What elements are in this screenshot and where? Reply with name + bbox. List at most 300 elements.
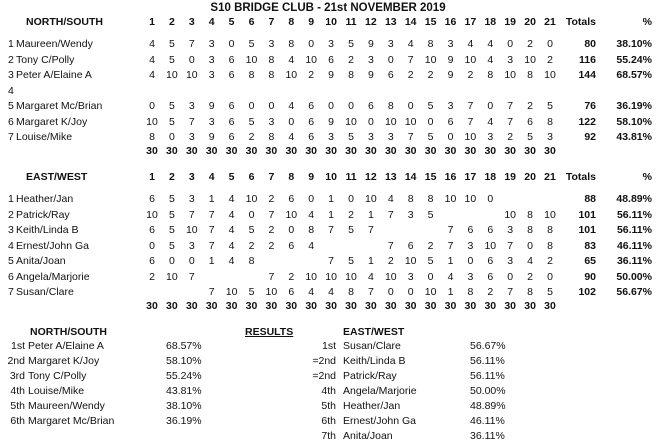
board-score: 3: [208, 115, 215, 128]
board-score: 8: [288, 38, 295, 50]
board-score: 0: [527, 239, 534, 252]
result-position: 3rd: [9, 370, 25, 382]
board-check-total: 30: [205, 145, 218, 157]
results-heading: RESULTS: [245, 326, 294, 338]
board-check-total: 30: [504, 300, 517, 312]
board-score: 8: [547, 115, 553, 128]
result-name: Peter A/Elaine A: [28, 340, 104, 352]
board-score: 9: [367, 69, 374, 81]
board-score: 5: [348, 38, 354, 50]
board-score: 3: [208, 53, 215, 66]
board-score: 4: [288, 100, 295, 112]
result-name: Angela/Marjorie: [343, 385, 417, 397]
board-check-total: 30: [384, 300, 397, 312]
pair-total: 90: [584, 270, 596, 283]
board-score: 5: [248, 115, 255, 128]
board-check-total: 30: [384, 145, 397, 157]
result-name: Maureen/Wendy: [28, 400, 105, 412]
board-score: 5: [348, 224, 354, 236]
board-score: 0: [487, 193, 494, 205]
pair-total: 92: [584, 131, 596, 143]
board-number-header: 14: [404, 171, 417, 183]
board-number-header: 11: [345, 16, 357, 28]
board-score: 4: [228, 208, 235, 221]
board-score: 5: [248, 286, 255, 298]
board-score: 3: [328, 131, 335, 143]
board-score: 2: [387, 255, 394, 267]
east-west-heading: EAST/WEST: [26, 171, 88, 183]
board-score: 10: [384, 115, 397, 128]
board-score: 7: [367, 224, 374, 236]
pair-number: 5: [8, 100, 14, 112]
board-score: 10: [146, 115, 158, 128]
board-score: 10: [424, 53, 437, 66]
result-name: Ernest/John Ga: [343, 415, 416, 427]
board-score: 10: [345, 270, 357, 283]
board-score: 6: [308, 100, 315, 112]
board-score: 5: [348, 255, 354, 267]
pair-percent: 55.24%: [616, 53, 652, 66]
board-score: 7: [447, 239, 454, 252]
board-score: 10: [146, 208, 158, 221]
board-score: 9: [208, 131, 215, 143]
board-check-total: 30: [146, 145, 158, 157]
pair-number: 6: [8, 115, 14, 128]
board-score: 0: [308, 38, 315, 50]
board-number-header: 21: [544, 16, 556, 28]
board-score: 7: [507, 115, 514, 128]
result-name: Margaret K/Joy: [28, 355, 100, 367]
board-score: 10: [225, 286, 238, 298]
board-score: 0: [507, 270, 514, 283]
pair-percent: 36.19%: [616, 100, 652, 112]
board-score: 4: [228, 193, 235, 205]
board-score: 4: [308, 286, 315, 298]
board-check-total: 30: [524, 300, 536, 312]
board-score: 2: [268, 239, 275, 252]
board-score: 7: [188, 38, 195, 50]
results-ew-heading: EAST/WEST: [343, 326, 405, 338]
board-number-header: 10: [325, 171, 337, 183]
board-score: 0: [547, 38, 553, 50]
board-score: 4: [149, 38, 155, 50]
board-score: 0: [407, 286, 414, 298]
board-score: 2: [268, 224, 275, 236]
pair-name: Keith/Linda B: [16, 224, 79, 236]
board-score: 0: [188, 255, 195, 267]
pair-number: 7: [8, 286, 14, 298]
result-percent: 36.11%: [470, 430, 505, 442]
pair-name: Louise/Mike: [16, 131, 73, 143]
board-score: 7: [407, 131, 414, 143]
board-score: 10: [245, 193, 258, 205]
board-check-total: 30: [365, 300, 377, 312]
board-score: 7: [208, 208, 215, 221]
board-score: 6: [228, 69, 235, 81]
board-check-total: 30: [305, 145, 318, 157]
result-position: 2nd: [7, 355, 25, 367]
board-score: 4: [228, 224, 235, 236]
result-percent: 46.11%: [470, 415, 505, 427]
result-position: 1st: [321, 340, 336, 352]
board-score: 8: [487, 69, 494, 81]
totals-header: Totals: [565, 16, 596, 28]
board-number-header: 3: [188, 16, 195, 28]
board-score: 0: [248, 100, 255, 112]
board-check-total: 30: [464, 145, 477, 157]
board-score: 7: [367, 286, 374, 298]
board-score: 4: [487, 38, 494, 50]
board-score: 0: [228, 38, 235, 50]
board-score: 8: [427, 38, 434, 50]
pair-name: Susan/Clare: [16, 286, 74, 298]
board-score: 0: [328, 100, 335, 112]
board-score: 0: [467, 255, 474, 267]
board-score: 2: [467, 69, 474, 81]
pair-percent: 56.67%: [616, 286, 652, 298]
board-number-header: 13: [384, 16, 397, 28]
board-score: 10: [404, 255, 417, 267]
board-number-header: 17: [464, 171, 477, 183]
board-score: 10: [464, 131, 477, 143]
board-number-header: 19: [504, 16, 517, 28]
board-score: 0: [188, 53, 195, 66]
pair-total: 80: [584, 38, 596, 50]
board-number-header: 9: [308, 16, 315, 28]
board-score: 2: [288, 270, 295, 283]
board-check-total: 30: [345, 300, 357, 312]
pair-total: 122: [578, 115, 596, 128]
board-check-total: 30: [285, 145, 298, 157]
board-number-header: 16: [444, 171, 457, 183]
result-position: 4th: [321, 385, 336, 397]
board-number-header: 16: [444, 16, 457, 28]
board-check-total: 30: [424, 300, 437, 312]
board-score: 3: [407, 208, 414, 221]
board-score: 8: [407, 193, 414, 205]
board-number-header: 15: [424, 171, 437, 183]
board-score: 6: [487, 270, 494, 283]
board-score: 0: [427, 270, 434, 283]
board-check-total: 30: [365, 145, 377, 157]
board-check-total: 30: [166, 300, 178, 312]
pair-total: 88: [584, 193, 596, 205]
pair-name: Ernest/John Ga: [16, 239, 89, 252]
board-score: 8: [348, 286, 354, 298]
board-score: 8: [527, 208, 534, 221]
pair-total: 102: [578, 286, 596, 298]
board-score: 6: [308, 115, 315, 128]
board-score: 2: [547, 255, 553, 267]
page-title: S10 BRIDGE CLUB - 21st NOVEMBER 2019: [210, 2, 446, 14]
board-check-total: 30: [424, 145, 437, 157]
board-check-total: 30: [285, 300, 298, 312]
board-score: 4: [308, 208, 315, 221]
board-number-header: 7: [268, 16, 275, 28]
board-score: 3: [447, 38, 454, 50]
board-score: 3: [467, 270, 474, 283]
board-score: 0: [348, 193, 354, 205]
board-check-total: 30: [325, 300, 337, 312]
board-number-header: 18: [484, 171, 497, 183]
board-score: 6: [487, 255, 494, 267]
results-ns-heading: NORTH/SOUTH: [30, 326, 107, 338]
board-score: 2: [487, 286, 494, 298]
board-score: 6: [367, 100, 374, 112]
board-check-total: 30: [345, 145, 357, 157]
pair-percent: 58.10%: [616, 115, 652, 128]
board-score: 2: [427, 69, 434, 81]
board-check-total: 30: [265, 300, 278, 312]
board-score: 4: [367, 270, 374, 283]
board-score: 9: [208, 100, 215, 112]
board-score: 5: [427, 208, 434, 221]
board-check-total: 30: [544, 145, 556, 157]
board-score: 8: [467, 286, 474, 298]
result-position: 4th: [10, 385, 25, 397]
board-score: 10: [524, 53, 536, 66]
pair-percent: 43.81%: [616, 131, 652, 143]
board-check-total: 30: [325, 145, 337, 157]
board-score: 4: [487, 53, 494, 66]
board-score: 7: [328, 255, 335, 267]
board-score: 0: [547, 270, 553, 283]
pair-number: 5: [8, 255, 14, 267]
board-number-header: 6: [248, 16, 255, 28]
board-score: 6: [467, 224, 474, 236]
board-score: 2: [527, 270, 534, 283]
board-score: 7: [328, 224, 335, 236]
board-score: 6: [407, 239, 414, 252]
board-number-header: 7: [268, 171, 275, 183]
board-score: 5: [168, 193, 175, 205]
board-score: 6: [228, 131, 235, 143]
board-score: 3: [367, 53, 374, 66]
board-check-total: 30: [504, 145, 517, 157]
pair-total: 76: [584, 100, 596, 112]
board-score: 4: [288, 53, 295, 66]
board-number-header: 4: [208, 171, 215, 183]
board-number-header: 1: [149, 171, 155, 183]
board-number-header: 2: [168, 16, 175, 28]
board-score: 4: [228, 255, 235, 267]
board-score: 7: [467, 115, 474, 128]
board-score: 7: [387, 239, 394, 252]
result-percent: 48.89%: [470, 400, 506, 412]
board-score: 7: [268, 270, 275, 283]
result-position: =2nd: [312, 370, 336, 382]
board-score: 8: [248, 69, 255, 81]
board-score: 0: [348, 100, 354, 112]
board-score: 5: [427, 100, 434, 112]
board-score: 5: [427, 131, 434, 143]
board-score: 4: [149, 53, 155, 66]
result-name: Margaret Mc/Brian: [28, 415, 115, 427]
board-score: 1: [208, 193, 215, 205]
pair-number: 3: [8, 69, 14, 81]
board-score: 0: [447, 131, 454, 143]
pair-percent: 36.11%: [616, 255, 652, 267]
board-score: 7: [507, 286, 514, 298]
board-score: 0: [387, 53, 394, 66]
board-score: 3: [407, 270, 414, 283]
pair-name: Patrick/Ray: [16, 208, 70, 221]
result-name: Patrick/Ray: [343, 370, 397, 382]
board-score: 10: [325, 270, 337, 283]
board-score: 6: [149, 224, 155, 236]
board-score: 0: [507, 38, 514, 50]
board-score: 10: [185, 69, 198, 81]
board-score: 4: [228, 239, 235, 252]
pair-name: Tony C/Polly: [16, 53, 75, 66]
board-score: 8: [387, 100, 394, 112]
board-score: 6: [149, 193, 155, 205]
board-score: 3: [208, 69, 215, 81]
pair-percent: 48.89%: [616, 193, 652, 205]
board-check-total: 30: [225, 145, 238, 157]
pair-percent: 56.11%: [616, 208, 652, 221]
board-score: 4: [407, 38, 414, 50]
board-score: 5: [547, 286, 553, 298]
board-check-total: 30: [444, 145, 457, 157]
board-number-header: 18: [484, 16, 497, 28]
pair-name: Margaret Mc/Brian: [16, 100, 103, 112]
pair-percent: 38.10%: [616, 38, 652, 50]
board-score: 3: [268, 38, 275, 50]
board-score: 8: [547, 224, 553, 236]
board-score: 2: [527, 100, 534, 112]
pair-number: 1: [8, 193, 14, 205]
pair-number: 7: [8, 131, 14, 143]
board-score: 10: [245, 53, 258, 66]
pair-number: 6: [8, 270, 14, 283]
board-score: 10: [166, 69, 178, 81]
board-score: 10: [384, 270, 397, 283]
result-name: Anita/Joan: [343, 430, 393, 442]
board-number-header: 20: [524, 171, 536, 183]
board-score: 4: [328, 286, 335, 298]
board-score: 10: [464, 53, 477, 66]
totals-header: Totals: [565, 171, 596, 183]
board-score: 5: [168, 38, 175, 50]
board-score: 8: [268, 53, 275, 66]
board-score: 5: [168, 100, 175, 112]
board-score: 0: [387, 286, 394, 298]
board-score: 0: [367, 115, 374, 128]
board-score: 6: [328, 53, 335, 66]
board-score: 5: [168, 115, 175, 128]
board-score: 3: [387, 131, 394, 143]
board-number-header: 2: [168, 171, 175, 183]
board-score: 7: [188, 270, 195, 283]
result-position: 6th: [321, 415, 336, 427]
percent-header: %: [642, 171, 652, 183]
result-name: Susan/Clare: [343, 340, 401, 352]
board-number-header: 15: [424, 16, 437, 28]
board-score: 9: [328, 69, 335, 81]
board-number-header: 11: [345, 171, 357, 183]
board-number-header: 4: [208, 16, 215, 28]
board-score: 4: [288, 131, 295, 143]
pair-total: 144: [578, 69, 596, 81]
board-score: 10: [484, 239, 497, 252]
pair-total: 101: [578, 224, 596, 236]
pair-number: 3: [8, 224, 14, 236]
board-score: 5: [168, 53, 175, 66]
board-score: 6: [308, 131, 315, 143]
board-score: 10: [544, 69, 556, 81]
board-score: 7: [268, 208, 275, 221]
board-score: 0: [248, 208, 255, 221]
board-check-total: 30: [464, 300, 477, 312]
board-score: 6: [228, 115, 235, 128]
board-score: 8: [268, 131, 275, 143]
board-score: 9: [328, 115, 335, 128]
pair-total: 83: [584, 239, 596, 252]
board-number-header: 19: [504, 171, 517, 183]
board-score: 0: [168, 131, 175, 143]
board-score: 1: [208, 255, 215, 267]
board-score: 1: [328, 193, 335, 205]
pair-number: 1: [8, 38, 14, 50]
board-score: 3: [387, 38, 394, 50]
board-score: 8: [348, 69, 354, 81]
board-score: 10: [444, 193, 457, 205]
board-score: 2: [308, 69, 315, 81]
board-score: 0: [288, 224, 295, 236]
result-percent: 56.11%: [470, 355, 505, 367]
board-score: 10: [285, 69, 298, 81]
board-number-header: 8: [288, 171, 295, 183]
board-score: 7: [188, 208, 195, 221]
board-check-total: 30: [484, 300, 497, 312]
board-score: 3: [188, 239, 195, 252]
board-check-total: 30: [544, 300, 556, 312]
pair-number: 2: [8, 208, 14, 221]
board-score: 3: [507, 53, 514, 66]
pair-name: Heather/Jan: [16, 193, 74, 205]
board-score: 8: [427, 193, 434, 205]
board-score: 8: [527, 286, 534, 298]
board-score: 2: [407, 69, 414, 81]
board-score: 1: [447, 286, 454, 298]
board-score: 7: [208, 239, 215, 252]
pair-percent: 68.57%: [616, 69, 652, 81]
board-check-total: 30: [404, 145, 417, 157]
board-score: 0: [308, 193, 315, 205]
board-number-header: 13: [384, 171, 397, 183]
board-score: 1: [367, 208, 374, 221]
board-score: 3: [268, 115, 275, 128]
board-score: 4: [487, 115, 494, 128]
board-score: 2: [507, 131, 514, 143]
board-score: 0: [407, 100, 414, 112]
board-check-total: 30: [245, 145, 258, 157]
board-score: 2: [348, 208, 354, 221]
board-check-total: 30: [484, 145, 497, 157]
result-percent: 56.67%: [470, 340, 506, 352]
board-score: 3: [188, 131, 195, 143]
pair-number: 2: [8, 53, 14, 66]
board-score: 8: [547, 239, 553, 252]
board-score: 2: [268, 193, 275, 205]
board-score: 3: [507, 255, 514, 267]
result-percent: 58.10%: [166, 355, 202, 367]
pair-percent: 46.11%: [616, 239, 652, 252]
board-number-header: 21: [544, 171, 556, 183]
board-score: 5: [427, 255, 434, 267]
board-check-total: 30: [444, 300, 457, 312]
